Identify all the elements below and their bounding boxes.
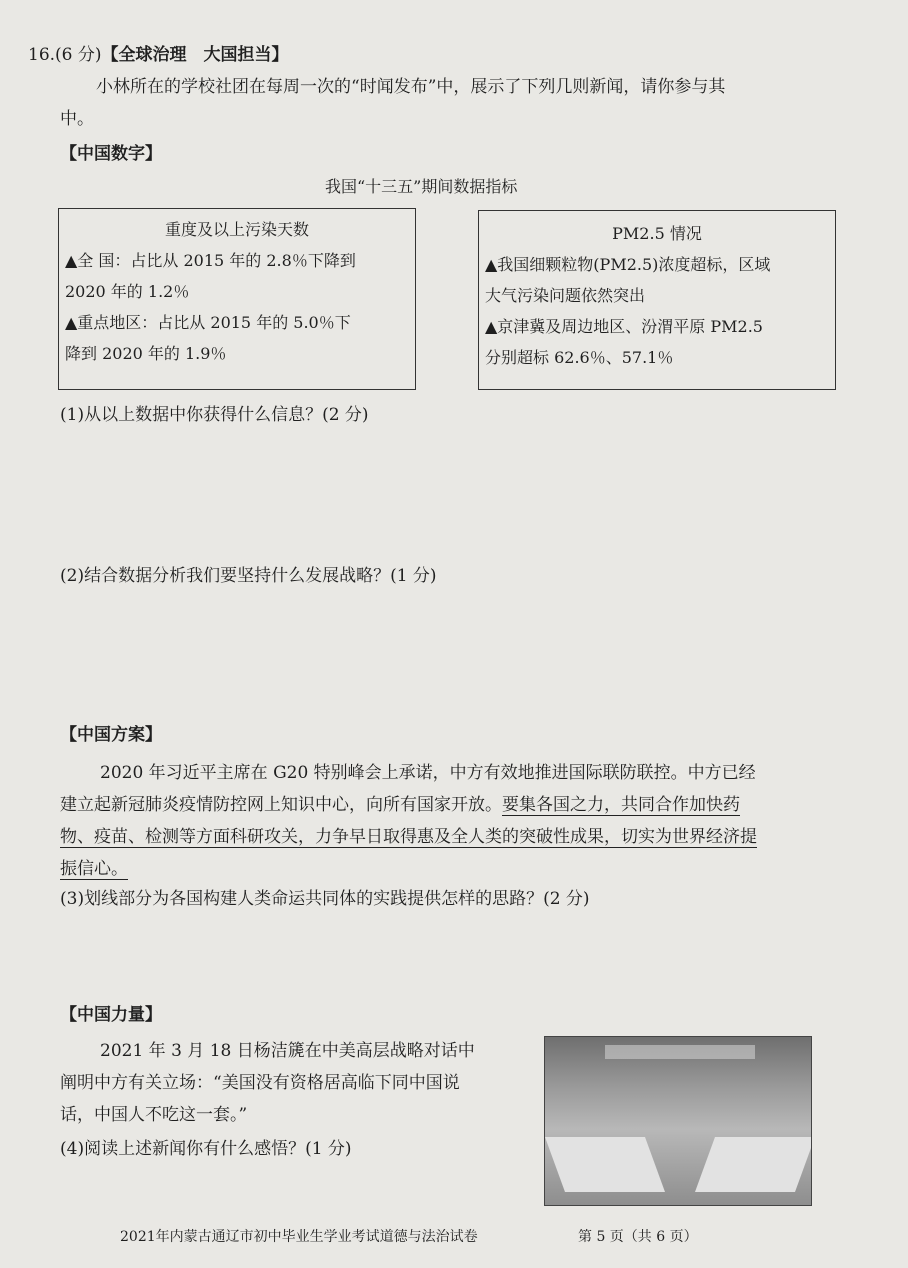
pm25-line: ▲我国细颗粒物(PM2.5)浓度超标，区域 bbox=[485, 255, 771, 274]
pm25-line: 大气污染问题依然突出 bbox=[485, 286, 646, 305]
sub-question-1: (1)从以上数据中你获得什么信息？(2 分) bbox=[60, 405, 369, 425]
footer-page-info: 第 5 页（共 6 页） bbox=[578, 1229, 698, 1245]
photo-table-right bbox=[695, 1137, 812, 1192]
section-heading-china-numbers: 【中国数字】 bbox=[60, 144, 162, 164]
pollution-days-line: 降到 2020 年的 1.9％ bbox=[65, 344, 227, 363]
data-table-title: 我国“十三五”期间数据指标 bbox=[325, 177, 518, 196]
intro-line-2: 中。 bbox=[60, 109, 94, 129]
plan-text-underlined: 要集各国之力，共同合作加快药 bbox=[502, 795, 740, 815]
dialogue-meeting-photo bbox=[544, 1036, 812, 1206]
plan-paragraph-line-3 bbox=[60, 822, 757, 852]
photo-banner bbox=[605, 1045, 755, 1059]
pm25-title: PM2.5 情况 bbox=[612, 224, 702, 243]
strength-paragraph-line-1: 2021 年 3 月 18 日杨洁篪在中美高层战略对话中 bbox=[100, 1041, 475, 1061]
intro-line-1: 小林所在的学校社团在每周一次的“时闻发布”中，展示了下列几则新闻，请你参与其 bbox=[96, 77, 726, 97]
strength-paragraph-line-2: 阐明中方有关立场：“美国没有资格居高临下同中国说 bbox=[60, 1073, 460, 1093]
sub-question-3: (3)划线部分为各国构建人类命运共同体的实践提供怎样的思路？(2 分) bbox=[60, 889, 590, 909]
question-points: (6 分) bbox=[55, 45, 102, 65]
pm25-line: ▲京津冀及周边地区、汾渭平原 PM2.5 bbox=[485, 317, 763, 336]
section-heading-china-strength: 【中国力量】 bbox=[60, 1005, 162, 1025]
plan-paragraph-line-4 bbox=[60, 854, 128, 884]
question-number: 16. bbox=[28, 45, 56, 65]
sub-question-2: (2)结合数据分析我们要坚持什么发展战略？(1 分) bbox=[60, 566, 437, 586]
pollution-days-title: 重度及以上污染天数 bbox=[164, 220, 309, 239]
pm25-box bbox=[478, 210, 836, 390]
plan-text-underlined: 物、疫苗、检测等方面科研攻关，力争早日取得惠及全人类的突破性成果，切实为世界经济提 bbox=[60, 827, 757, 847]
pollution-days-line: ▲重点地区：占比从 2015 年的 5.0％下 bbox=[65, 313, 351, 332]
plan-paragraph-line-1: 2020 年习近平主席在 G20 特别峰会上承诺，中方有效地推进国际联防联控。中方已经 bbox=[100, 763, 756, 783]
section-heading-china-plan: 【中国方案】 bbox=[60, 725, 162, 745]
plan-text-plain: 建立起新冠肺炎疫情防控网上知识中心，向所有国家开放。 bbox=[60, 795, 502, 815]
question-header bbox=[28, 40, 289, 70]
pm25-line: 分别超标 62.6％、57.1％ bbox=[485, 348, 674, 367]
strength-paragraph-line-3: 话，中国人不吃这一套。” bbox=[60, 1105, 248, 1125]
photo-table-left bbox=[545, 1137, 665, 1192]
plan-paragraph-line-2 bbox=[60, 790, 740, 820]
question-theme: 【全球治理 大国担当】 bbox=[101, 45, 289, 65]
pollution-days-box bbox=[58, 208, 416, 390]
sub-question-4: (4)阅读上述新闻你有什么感悟？(1 分) bbox=[60, 1139, 352, 1159]
pollution-days-line: ▲全 国：占比从 2015 年的 2.8％下降到 bbox=[65, 251, 356, 270]
plan-text-underlined: 振信心。 bbox=[60, 859, 128, 879]
footer-exam-title: 2021年内蒙古通辽市初中毕业生学业考试道德与法治试卷 bbox=[120, 1229, 478, 1245]
pollution-days-line: 2020 年的 1.2％ bbox=[65, 282, 190, 301]
